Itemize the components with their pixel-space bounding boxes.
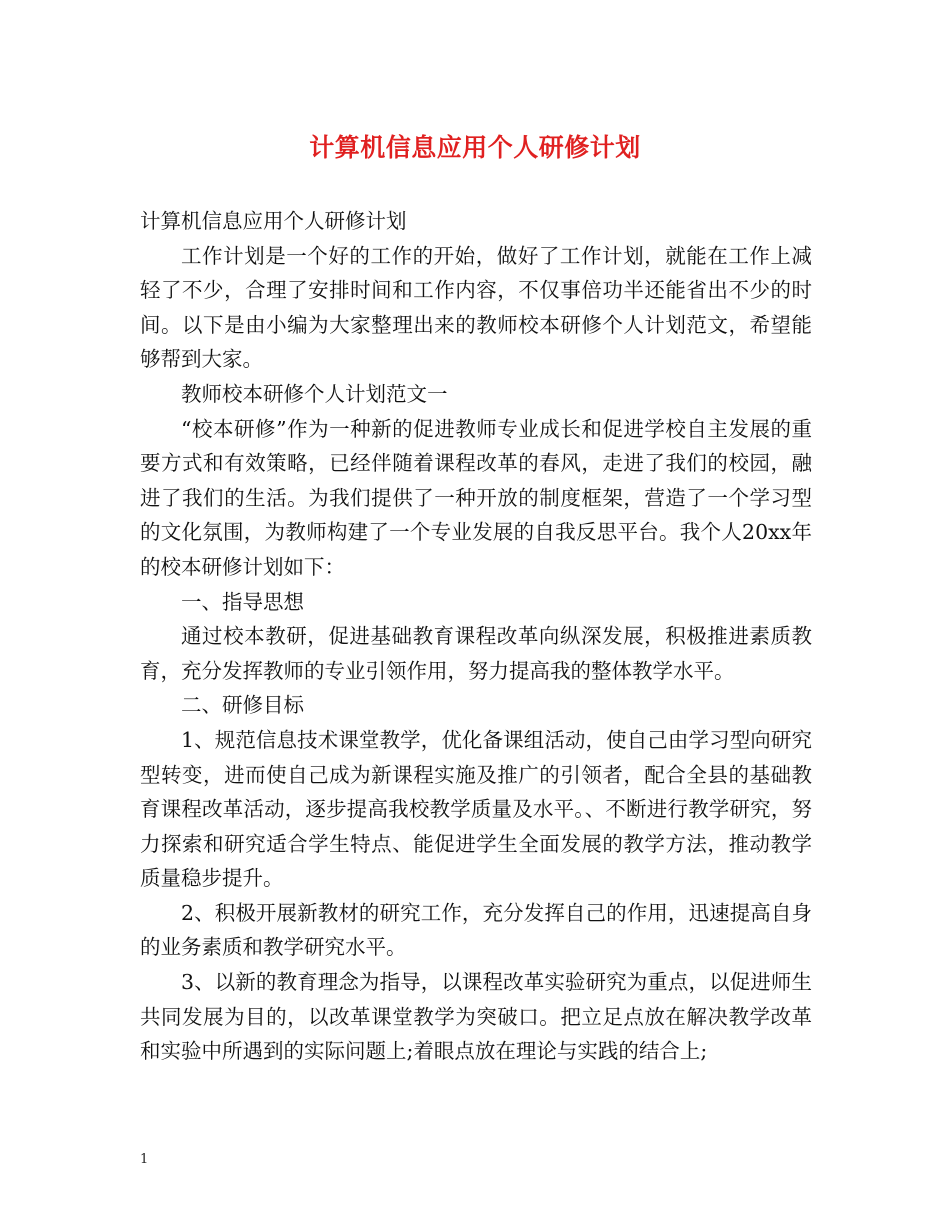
page-number: 1: [140, 1152, 149, 1167]
paragraph-heading-sample-one: 教师校本研修个人计划范文一: [181, 381, 448, 406]
paragraph-school-research: “校本研修”作为一种新的促进教师专业成长和促进学校自主发展的重要方式和有效策略，已经伴随着课程改革的春风，走进了我们的校园，融进了我们的生活。为我们提供了一种开放的制度框架，营造了一个学习型的文化氛围，为教师构建了一个专业发展的自我反思平台。我个人20xx年的校本研修计划如下：: [140, 416, 812, 579]
section-heading-research-goals: 二、研修目标: [181, 693, 304, 718]
paragraph-subtitle: 计算机信息应用个人研修计划: [140, 209, 407, 233]
document-body: [140, 204, 812, 1069]
paragraph-goal-2: 2、积极开展新教材的研究工作，充分发挥自己的作用，迅速提高自身的业务素质和教学研究水平。: [140, 900, 812, 960]
paragraph-goal-1: 1、规范信息技术课堂教学，优化备课组活动，使自己由学习型向研究型转变，进而使自己成为新课程实施及推广的引领者，配合全县的基础教育课程改革活动，逐步提高我校教学质量及水平。、不断进行教学研究，努力探索和研究适合学生特点、能促进学生全面发展的教学方法，推动教学质量稳步提升。: [140, 727, 812, 891]
paragraph-intro: 工作计划是一个好的工作的开始，做好了工作计划，就能在工作上减轻了不少，合理了安排时间和工作内容，不仅事倍功半还能省出不少的时间。以下是由小编为大家整理出来的教师校本研修个人计划范文，希望能够帮到大家。: [140, 243, 812, 372]
document-title: 计算机信息应用个人研修计划: [309, 133, 641, 162]
paragraph-guiding-ideology: 通过校本教研，促进基础教育课程改革向纵深发展，积极推进素质教育，充分发挥教师的专业引领作用，努力提高我的整体教学水平。: [140, 624, 812, 683]
paragraph-goal-3: 3、以新的教育理念为指导，以课程改革实验研究为重点，以促进师生共同发展为目的，以改革课堂教学为突破口。把立足点放在解决教学改革和实验中所遇到的实际问题上;着眼点放在理论与实践的结合上;: [140, 970, 812, 1064]
section-heading-guiding-ideology: 一、指导思想: [181, 589, 304, 614]
